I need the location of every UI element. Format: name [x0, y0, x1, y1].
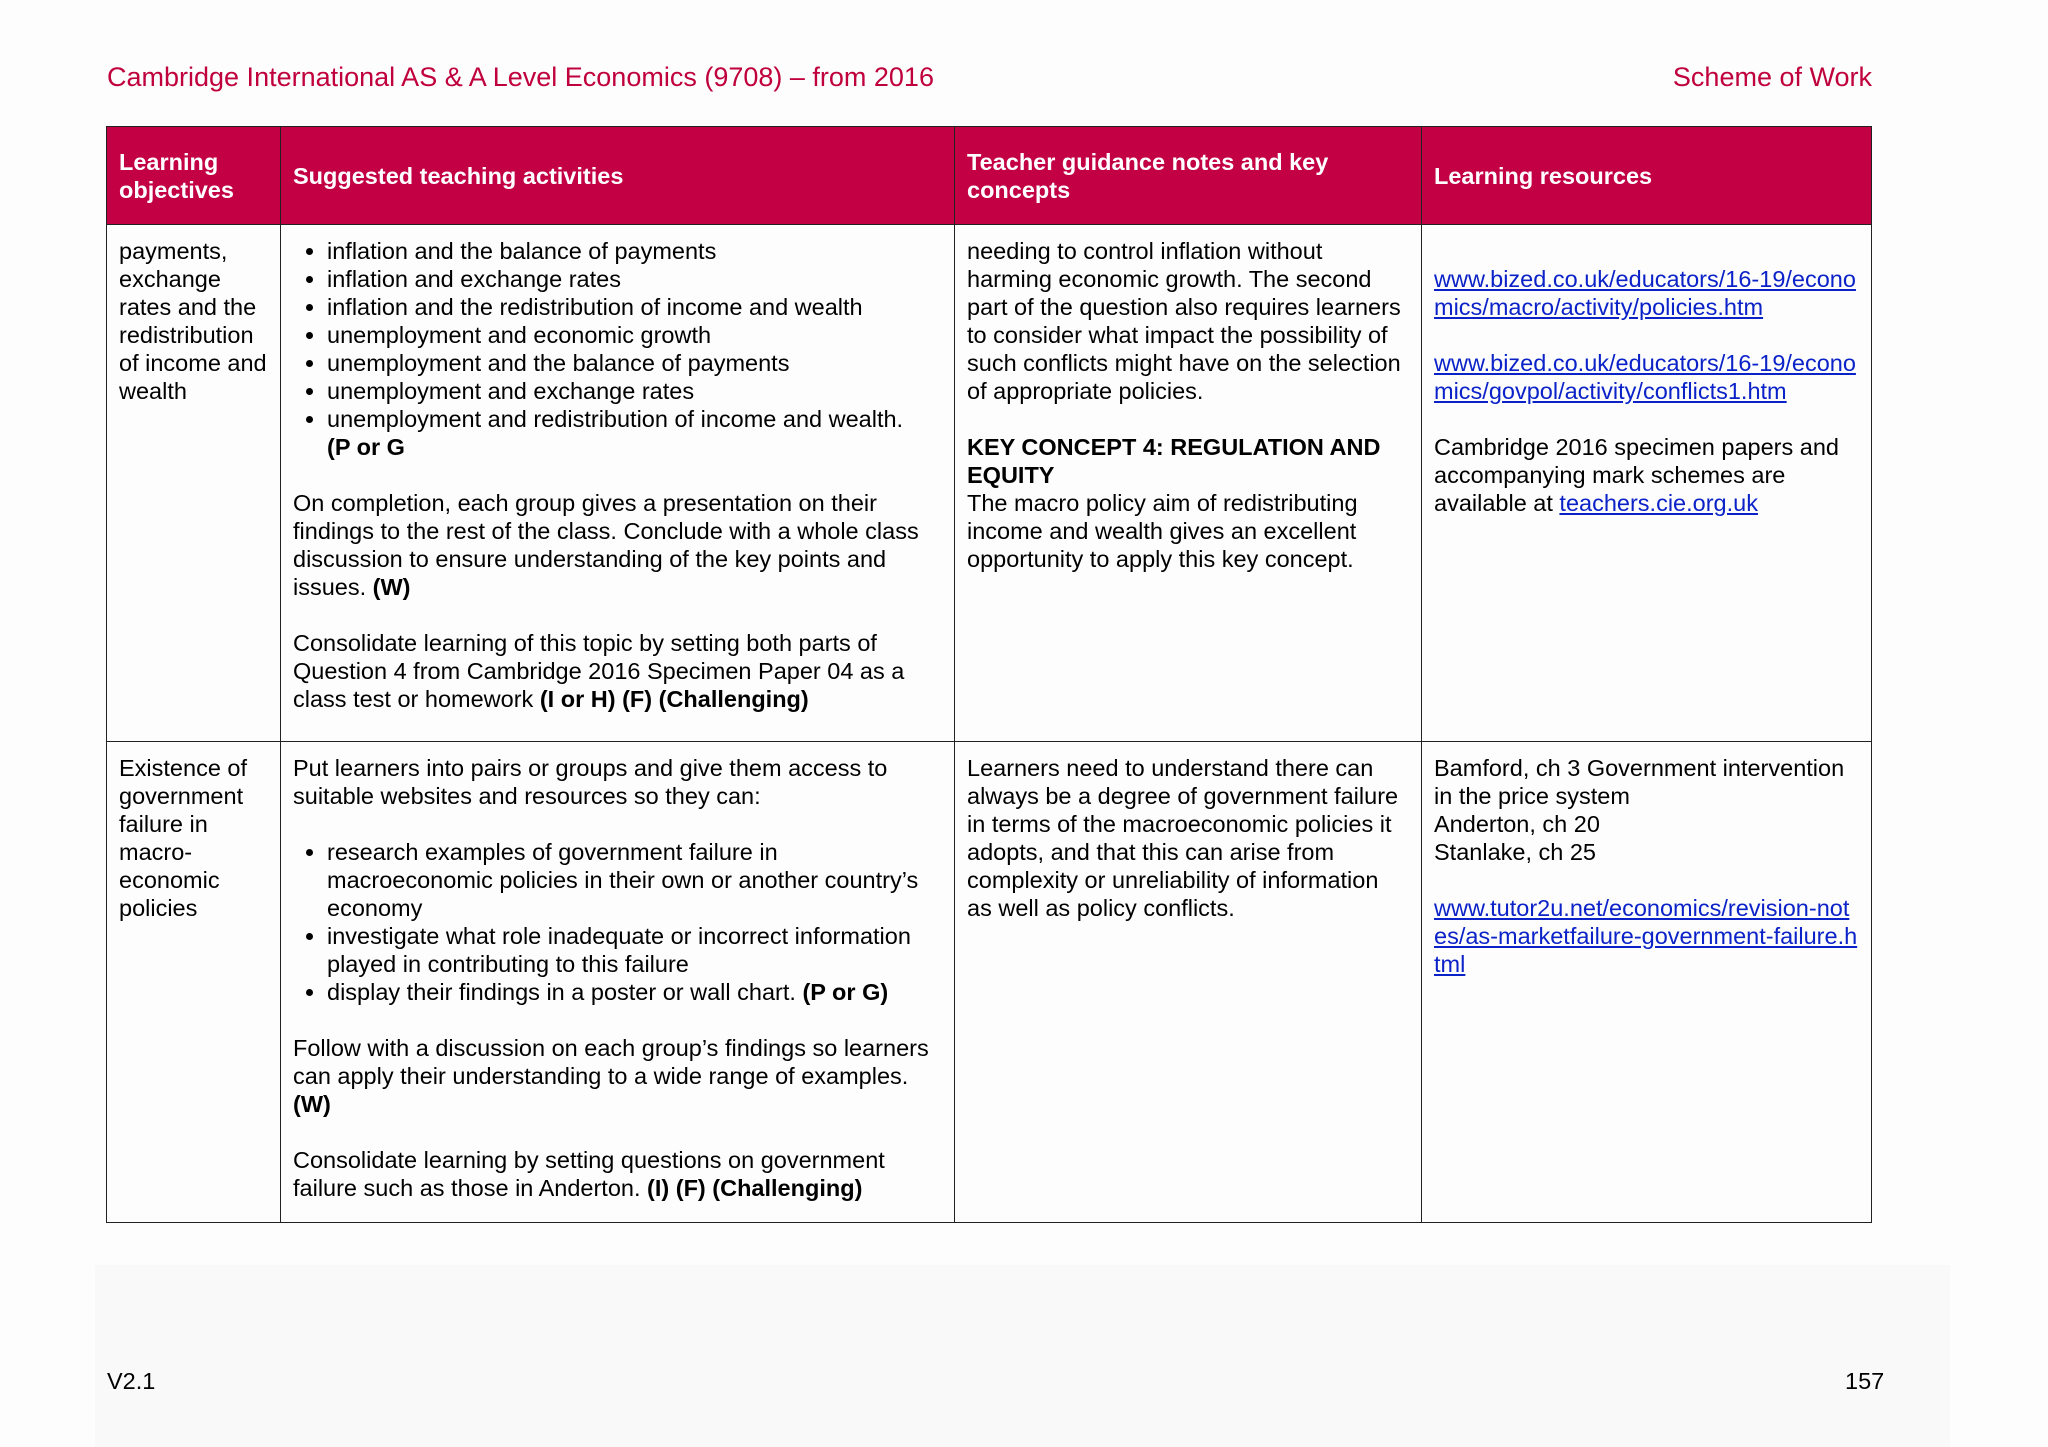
column-header-activities: Suggested teaching activities — [281, 127, 955, 225]
table-row — [107, 225, 1872, 742]
resource-link[interactable]: www.bized.co.uk/educators/16-19/economics/macro/activity/policies.htm — [1434, 266, 1856, 320]
activities-cell — [281, 742, 955, 1223]
table-header-row — [107, 127, 1872, 225]
grouping-tag: (W) — [293, 1091, 331, 1117]
list-item-text: display their findings in a poster or wall chart. — [327, 979, 796, 1005]
column-header-guidance: Teacher guidance notes and key concepts — [955, 127, 1422, 225]
list-item — [327, 405, 942, 461]
table-row — [107, 742, 1872, 1223]
list-item: • inflation and exchange rates — [327, 265, 942, 293]
activities-cell — [281, 225, 955, 742]
list-item: • inflation and the redistribution of income and wealth — [327, 293, 942, 321]
list-item: • unemployment and the balance of payments — [327, 349, 942, 377]
column-header-objectives: Learning objectives — [107, 127, 281, 225]
list-item: • unemployment and exchange rates — [327, 377, 942, 405]
list-item: • research examples of government failure in macroeconomic policies in their own or another country’s economy — [327, 838, 942, 922]
resource-text: Bamford, ch 3 Government intervention in the price system — [1434, 755, 1845, 809]
page-number: 157 — [1845, 1368, 1885, 1394]
list-item-text: unemployment and redistribution of income and wealth. — [327, 406, 904, 432]
activity-paragraph: Consolidate learning of this topic by setting both parts of Question 4 from Cambridge 2016 Specimen Paper 04 as a class test or homework (I or H) (F) (Challenging) — [293, 630, 905, 712]
resource-text: Anderton, ch 20 — [1434, 811, 1600, 837]
activity-bullet-list — [293, 237, 942, 461]
grouping-tag: (P or G) — [802, 979, 889, 1005]
resources-cell — [1422, 742, 1872, 1223]
grouping-tag: (I or H) (F) (Challenging) — [539, 686, 809, 712]
activity-bullet-list — [293, 838, 942, 1006]
list-item — [327, 978, 942, 1006]
list-item: • investigate what role inadequate or incorrect information played in contributing to this failure — [327, 922, 942, 978]
key-concept-heading: KEY CONCEPT 4: REGULATION AND EQUITY — [967, 434, 1381, 488]
objective-cell — [107, 225, 281, 742]
list-item: • inflation and the balance of payments — [327, 237, 942, 265]
activity-paragraph: Put learners into pairs or groups and give them access to suitable websites and resources so they can: — [293, 755, 888, 809]
column-header-resources: Learning resources — [1422, 127, 1872, 225]
activity-paragraph: On completion, each group gives a presentation on their findings to the rest of the class. Conclude with a whole class discussion to ensure understanding of the key points and issues. (W) — [293, 490, 919, 600]
document-title: Cambridge International AS & A Level Economics (9708) – from 2016 — [107, 62, 934, 92]
guidance-cell — [955, 225, 1422, 742]
list-item: • unemployment and economic growth — [327, 321, 942, 349]
scheme-of-work-table — [106, 126, 1872, 1223]
activity-paragraph: Consolidate learning by setting questions on government failure such as those in Anderton. (I) (F) (Challenging) — [293, 1147, 885, 1201]
resource-text: Stanlake, ch 25 — [1434, 839, 1596, 865]
grouping-tag: (P or G — [327, 434, 405, 460]
guidance-text: Learners need to understand there can always be a degree of government failure in terms of the macroeconomic policies it adopts, and that this can arise from complexity or unreliability of information as well as policy conflicts. — [967, 755, 1399, 921]
guidance-cell — [955, 742, 1422, 1223]
page-bottom-band — [95, 1265, 1950, 1447]
activity-paragraph: Follow with a discussion on each group’s findings so learners can apply their understanding to a wide range of examples. (W) — [293, 1035, 929, 1117]
document-type: Scheme of Work — [1672, 62, 1872, 92]
objective-text: Existence of government failure in macro-economic policies — [119, 755, 248, 921]
resource-link[interactable]: www.bized.co.uk/educators/16-19/economics/govpol/activity/conflicts1.htm — [1434, 350, 1856, 404]
guidance-text: The macro policy aim of redistributing income and wealth gives an excellent opportunity to apply this key concept. — [967, 490, 1358, 572]
version-label: V2.1 — [107, 1368, 156, 1394]
resource-link[interactable]: teachers.cie.org.uk — [1559, 490, 1758, 516]
resource-link[interactable]: www.tutor2u.net/economics/revision-notes/as-marketfailure-government-failure.html — [1434, 895, 1858, 977]
objective-cell — [107, 742, 281, 1223]
guidance-text: needing to control inflation without harming economic growth. The second part of the question also requires learners to consider what impact the possibility of such conflicts might have on the selection of appropriate policies. — [967, 238, 1401, 404]
resources-cell — [1422, 225, 1872, 742]
objective-text: payments, exchange rates and the redistribution of income and wealth — [119, 238, 267, 404]
resource-text: Cambridge 2016 specimen papers and accompanying mark schemes are available at teachers.cie.org.uk — [1434, 434, 1839, 516]
grouping-tag: (I) (F) (Challenging) — [647, 1175, 863, 1201]
grouping-tag: (W) — [372, 574, 411, 600]
